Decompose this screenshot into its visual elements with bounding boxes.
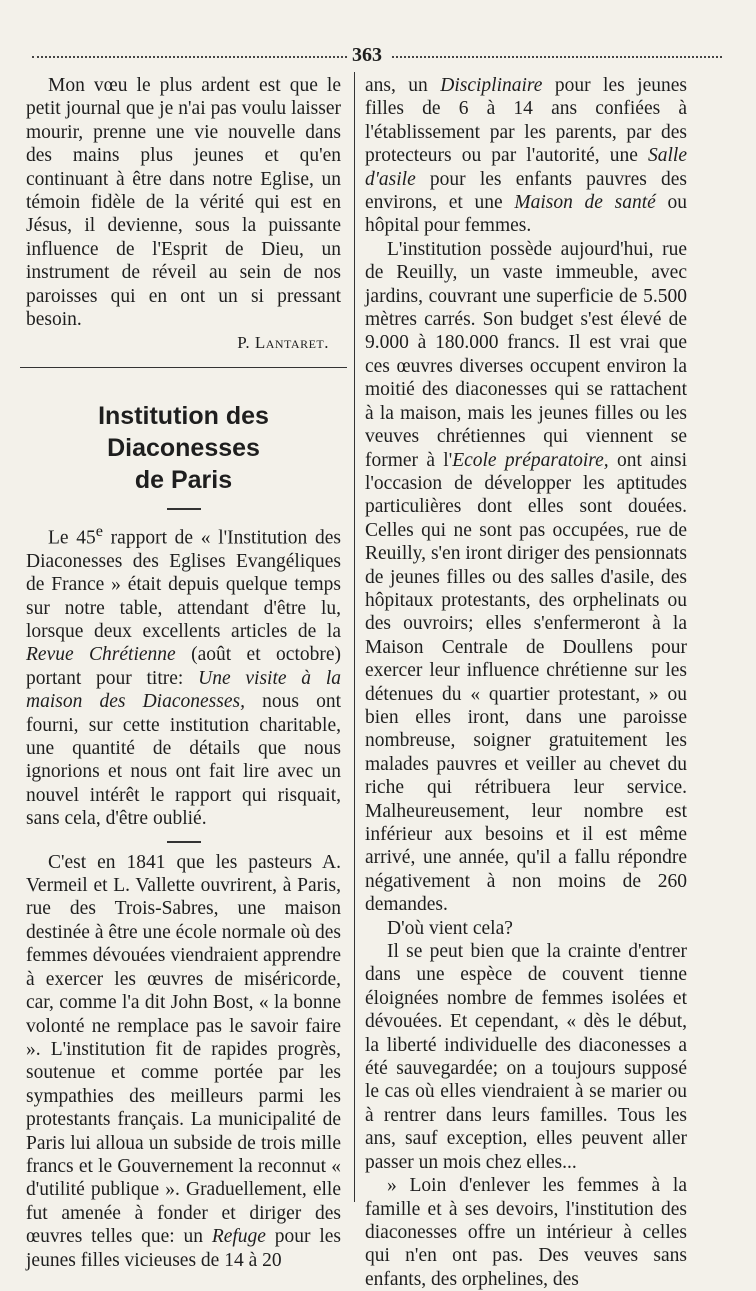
section-divider <box>20 367 347 368</box>
article-paragraph-6: » Loin d'enlever les femmes à la famille et à ses devoirs, l'institution des diaconesses offre un intérieur à celles qui n'en ont pas. Des veuves sans enfants, des orphelines, des <box>365 1175 687 1290</box>
text-run: pour les enfants pauvres des environs, et une <box>365 168 687 214</box>
article-title-line1: Institution des Diaconesses <box>98 401 269 462</box>
text-run: ans, un <box>365 75 441 96</box>
title-dash <box>167 508 201 510</box>
header-rule-right <box>392 56 722 58</box>
text-run: rapport de « l'Institution des Diaconesses des Eglises Evangéliques de France » était depuis quelque temps sur notre table, attendant d'être lu, lorsque deux excellents articles de la <box>26 527 341 642</box>
article-paragraph-5: Il se peut bien que la crainte d'entrer dans une espèce de couvent tienne éloignées nombre de femmes isolées et dévouées. Et cependant, « dès le début, la liberté individuelle des diaconesses a été sauvegardée; on a toujours supposé le cas où elles viendraient à se marier ou à rentrer dans leurs familles. Tous les ans, sauf exception, elles peuvent aller passer un mois chez elles... <box>365 941 687 1173</box>
journal-title: Revue Chrétienne <box>26 644 176 666</box>
text-run: ou hôpital pour femmes. <box>365 192 687 237</box>
text-run: L'institution possède aujourd'hui, rue de Reuilly, un vaste immeuble, avec jardins, couvrant une superficie de 5.500 mètres carrés. Son budget s'est élevé de 9.000 à 180.000 francs. Il est vrai que ces œuvres diverses occupent environ la moitié des diaconesses qui se rattachent à la maison, mais les jeunes filles ou les veuves chrétiennes qui viennent se former à l' <box>365 238 687 471</box>
text-run: pour les jeunes filles de 6 à 14 ans confiées à l'établissement par les parents, par des protecteurs ou par l'autorité, une <box>365 75 687 167</box>
italic-term: Maison de santé <box>514 192 656 214</box>
author-signature: P. Lantaret. <box>237 333 329 353</box>
italic-term: Disciplinaire <box>440 75 543 96</box>
article-reference: Une visite à la maison des Diaconesses, <box>26 667 341 713</box>
text-run: Le 45 <box>48 527 96 549</box>
text-run: C'est en 1841 que les pasteurs A. Vermeil et L. Vallette ouvrirent, à Paris, rue des Trois-Sabres, une maison destinée à être une école normale où des femmes dévouées viendraient apprendre à exercer les œuvres de miséricorde, car, comme l'a dit John Bost, « la bonne volonté ne remplace pas le savoir faire ». L'institution fit de rapides progrès, soutenue et comme portée par les sympathies des meilleurs parmi les protestants français. La municipalité de Paris lui alloua un subside de trois mille francs et le Gouvernement la reconnut « d'utilité publique ». Graduellement, elle fut amenée à fonder et diriger des œuvres telles que: un <box>26 851 341 1248</box>
italic-term: Salle d'asile <box>365 145 687 190</box>
column-divider <box>354 72 355 1202</box>
article-title <box>26 400 341 496</box>
article-paragraph-1 <box>26 520 341 831</box>
article-paragraph-4: D'où vient cela? <box>387 917 513 939</box>
header-rule-left <box>32 56 347 58</box>
text-run: nous ont fourni, sur cette institution charitable, une quantité de détails que nous ignorions et nous ont fait lire avec un nouvel intérêt le rapport qui risquait, sans cela, d'être oublié. <box>26 691 341 830</box>
page-number: 363 <box>352 44 382 66</box>
article-title-line2: de Paris <box>134 465 233 494</box>
article-paragraph-3 <box>365 238 687 917</box>
right-column <box>365 74 687 1291</box>
text-run: pour les jeunes filles vicieuses de 14 à 20 <box>26 1226 342 1271</box>
text-run: (août et octobre) portant pour titre: <box>26 644 341 689</box>
continued-paragraph <box>365 74 687 238</box>
page-header <box>22 44 734 66</box>
text-run: ont ainsi l'occasion de développer les aptitudes particulières dont elles sont douées. Celles qui ne sont pas occupées, rue de Reuilly, s'en iront diriger des pensionnats de jeunes filles ou des salles d'asile, des hôpitaux protestants, des orphelinats ou des ouvroirs; elles s'enfermeront à la Maison Centrale de Doullens pour exercer leur influence chrétienne sur les détenues du « quartier protestant, » ou bien elles iront, dans une paroisse nombreuse, soigner gratuitement les malades pauvres et veiller au chevet du riche qui rétribuera leur service. Malheureusement, leur nombre est inférieur aux besoins et il est même arrivé, une année, qu'il a fallu répondre négativement à non moins de 260 demandes. <box>365 449 687 916</box>
superscript: e <box>95 521 103 540</box>
italic-term: Ecole préparatoire, <box>452 449 609 471</box>
paragraph-dash <box>167 841 201 843</box>
article-paragraph-2 <box>26 851 341 1272</box>
closing-paragraph: Mon vœu le plus ardent est que le petit journal que je n'ai pas voulu laisser mourir, prenne une vie nouvelle dans des mains plus jeunes et qu'en continuant à être dans notre Eglise, un témoin fidèle de la vérité qui est en Jésus, il devienne, sous la puissante influence de l'Esprit de Dieu, un instrument de réveil au sein de nos paroisses qui en ont un si pressant besoin. <box>26 75 341 331</box>
left-column <box>26 74 341 1272</box>
italic-term: Refuge <box>211 1226 266 1248</box>
